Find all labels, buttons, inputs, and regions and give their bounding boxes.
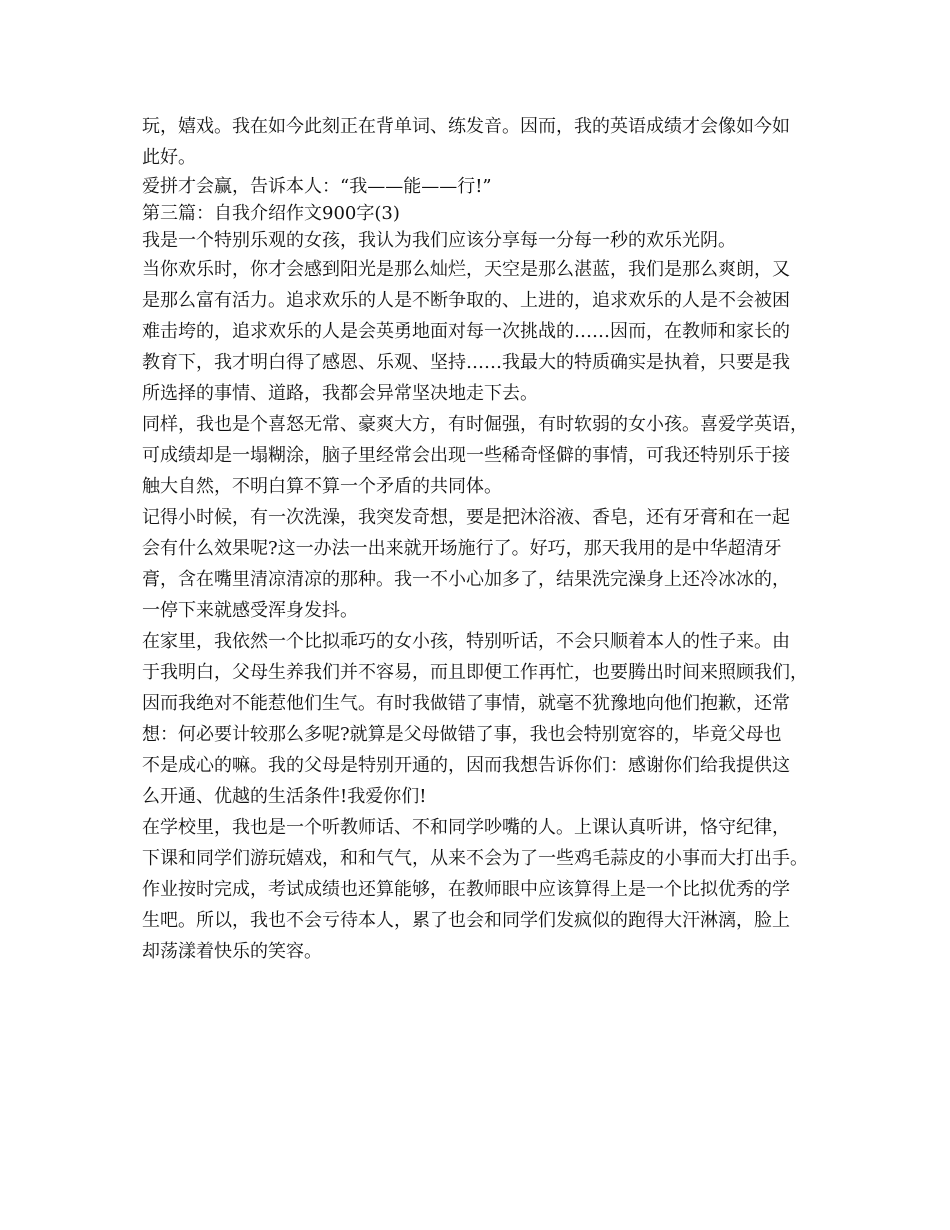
text-line: 难击垮的，追求欢乐的人是会英勇地面对每一次挑战的……因而，在教师和家长的 xyxy=(142,321,790,342)
text-line: 却荡漾着快乐的笑容。 xyxy=(142,941,322,962)
text-line: 不是成心的嘛。我的父母是特别开通的，因而我想告诉你们：感谢你们给我提供这 xyxy=(142,755,790,776)
text-line: 触大自然，不明白算不算一个矛盾的共同体。 xyxy=(142,476,502,497)
text-line: 一停下来就感受浑身发抖。 xyxy=(142,600,358,621)
text-line: 会有什么效果呢?这一办法一出来就开场施行了。好巧，那天我用的是中华超清牙 xyxy=(142,538,782,559)
text-line: 所选择的事情、道路，我都会异常坚决地走下去。 xyxy=(142,383,538,404)
text-line: 在家里，我依然一个比拟乖巧的女小孩，特别听话，不会只顺着本人的性子来。由 xyxy=(142,631,790,652)
text-line: 此好。 xyxy=(142,147,196,168)
text-line: 同样，我也是个喜怒无常、豪爽大方，有时倔强，有时软弱的女小孩。喜爱学英语， xyxy=(142,414,808,435)
text-line: 当你欢乐时，你才会感到阳光是那么灿烂，天空是那么湛蓝，我们是那么爽朗，又 xyxy=(142,259,790,280)
text-line: 下课和同学们游玩嬉戏，和和气气，从来不会为了一些鸡毛蒜皮的小事而大打出手。 xyxy=(142,848,808,869)
text-line: 玩，嬉戏。我在如今此刻正在背单词、练发音。因而，我的英语成绩才会像如今如 xyxy=(142,116,790,137)
text-line: 作业按时完成，考试成绩也还算能够，在教师眼中应该算得上是一个比拟优秀的学 xyxy=(142,879,790,900)
text-line: 因而我绝对不能惹他们生气。有时我做错了事情，就毫不犹豫地向他们抱歉，还常 xyxy=(142,693,790,714)
text-line: 爱拼才会赢，告诉本人：“我——能——行!” xyxy=(142,176,492,197)
text-line: 想：何必要计较那么多呢?就算是父母做错了事，我也会特别宽容的，毕竟父母也 xyxy=(142,724,782,745)
text-line: 在学校里，我也是一个听教师话、不和同学吵嘴的人。上课认真听讲，恪守纪律， xyxy=(142,817,790,838)
text-line: 教育下，我才明白得了感恩、乐观、坚持……我最大的特质确实是执着，只要是我 xyxy=(142,352,790,373)
text-line: 么开通、优越的生活条件!我爱你们! xyxy=(142,786,427,807)
text-line: 记得小时候，有一次洗澡，我突发奇想，要是把沐浴液、香皂，还有牙膏和在一起 xyxy=(142,507,790,528)
document-body xyxy=(142,111,832,967)
text-line: 是那么富有活力。追求欢乐的人是不断争取的、上进的，追求欢乐的人是不会被困 xyxy=(142,290,790,311)
text-line: 我是一个特别乐观的女孩，我认为我们应该分享每一分每一秒的欢乐光阴。 xyxy=(142,230,736,251)
text-line: 可成绩却是一塌糊涂，脑子里经常会出现一些稀奇怪僻的事情，可我还特别乐于接 xyxy=(142,445,790,466)
text-line: 生吧。所以，我也不会亏待本人，累了也会和同学们发疯似的跑得大汗淋漓，脸上 xyxy=(142,910,790,931)
section-heading: 第三篇：自我介绍作文900字(3) xyxy=(142,203,400,224)
text-line: 膏，含在嘴里清凉清凉的那种。我一不小心加多了，结果洗完澡身上还冷冰冰的， xyxy=(142,569,790,590)
text-line: 于我明白，父母生养我们并不容易，而且即便工作再忙，也要腾出时间来照顾我们， xyxy=(142,662,808,683)
